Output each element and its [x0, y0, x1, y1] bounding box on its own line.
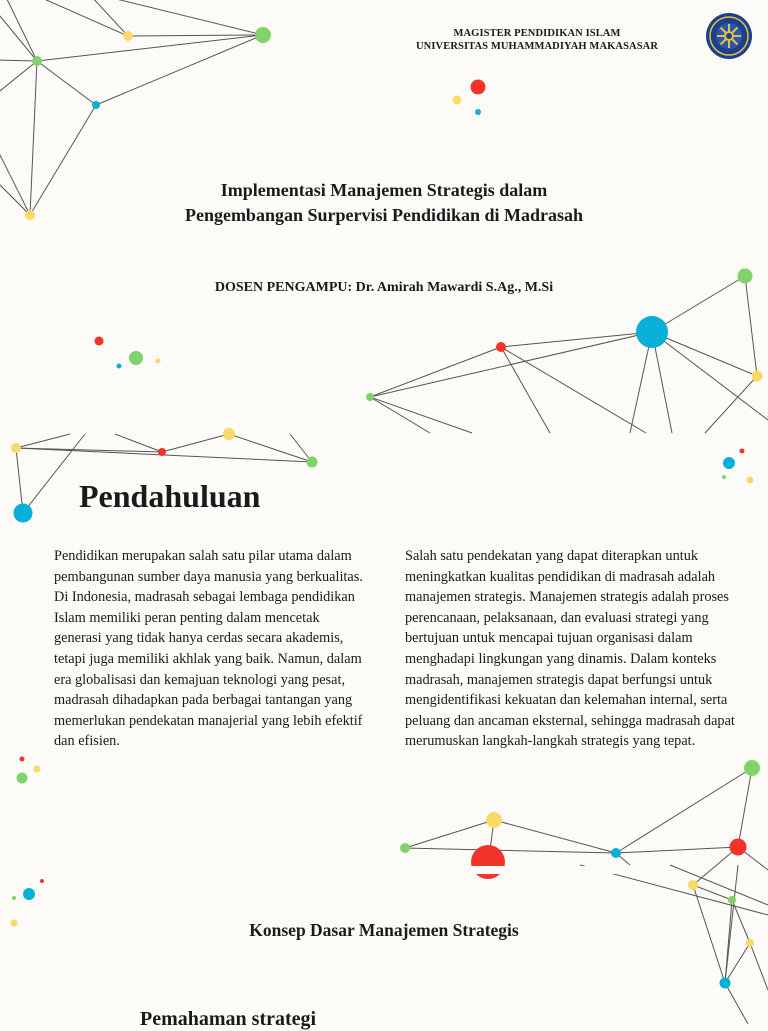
institution-name [416, 27, 658, 53]
university-seal-icon [705, 12, 753, 60]
lecturer-name: DOSEN PENGAMPU: Dr. Amirah Mawardi S.Ag., M.Si [214, 280, 554, 295]
section-heading-konsep: Konsep Dasar Manajemen Strategis [249, 920, 519, 940]
presentation-title [0, 178, 768, 228]
intro-paragraph-left: Pendidikan merupakan salah satu pilar utama dalam pembangunan sumber daya manusia yang berkualitas. Di Indonesia, madrasah sebagai lembaga pendidikan Islam memiliki peran penting dalam mencetak generasi yang tidak hanya cerdas secara akademis, tetapi juga memiliki akhlak yang baik. Namun, dalam era globalisasi dan kemajuan teknologi yang pesat, madrasah dihadapkan pada berbagai tantangan yang memerlukan pendekatan manajerial yang lebih efektif dan efisien. [54, 548, 363, 750]
institution-line-2: UNIVERSITAS MUHAMMADIYAH MAKASASAR [416, 41, 658, 52]
title-line-1: Implementasi Manajemen Strategis dalam [220, 180, 548, 200]
intro-paragraph-right: Salah satu pendekatan yang dapat diterapkan untuk meningkatkan kualitas pendidikan di madrasah adalah manajemen strategis. Manajemen strategis adalah proses perencanaan, pelaksanaan, dan evaluasi strategi yang bertujuan untuk mencapai tujuan organisasi dalam menghadapi lingkungan yang dinamis. Dalam konteks madrasah, manajemen strategis dapat berfungsi untuk mengidentifikasi kekuatan dan kelemahan internal, serta peluang dan ancaman eksternal, sehingga madrasah dapat merumuskan langkah-langkah strategis yang tepat. [405, 548, 735, 750]
title-line-2: Pengembangan Surpervisi Pendidikan di Madrasah [184, 205, 584, 225]
institution-line-1: MAGISTER PENDIDIKAN ISLAM [453, 28, 621, 39]
sub-heading-pemahaman: Pemahaman strategi [140, 1008, 317, 1030]
section-heading-pendahuluan: Pendahuluan [79, 478, 261, 514]
